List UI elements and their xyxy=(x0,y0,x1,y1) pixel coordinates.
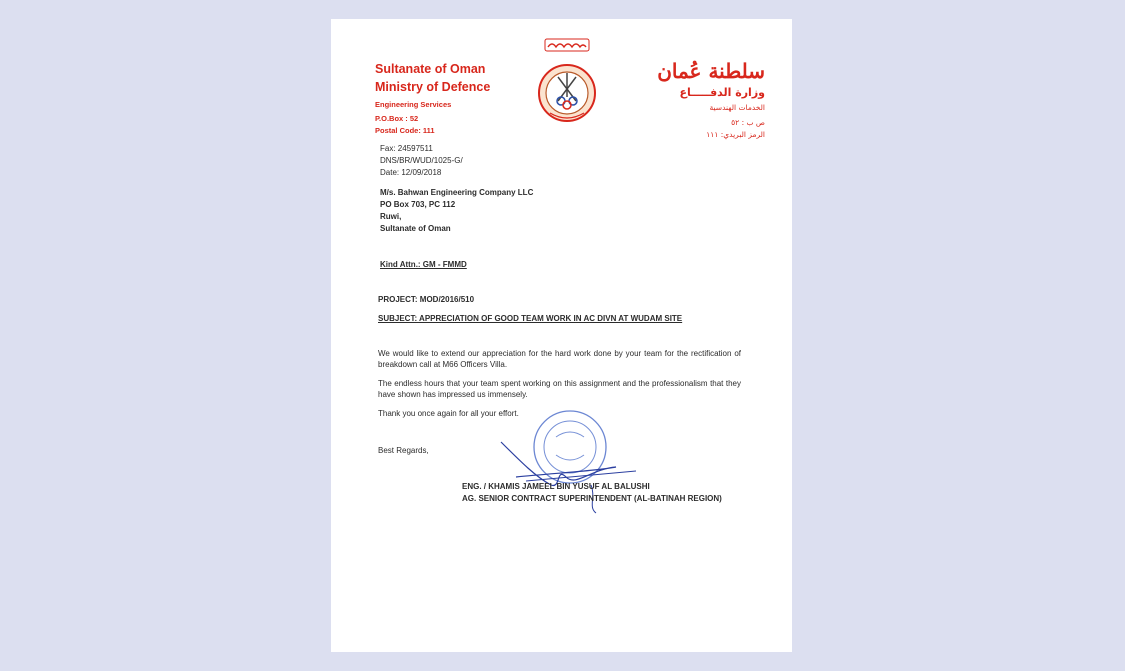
letter-page xyxy=(331,19,792,652)
body-paragraph-2: The endless hours that your team spent working on this assignment and the professionalism that they have shown has impressed us immensely. xyxy=(378,379,741,399)
ministry-emblem xyxy=(536,37,598,125)
attention-line: Kind Attn.: GM - FMMD xyxy=(380,260,467,269)
body-paragraph-1: We would like to extend our appreciation for the hard work done by your team for the rectification of breakdown call at M66 Officers Villa. xyxy=(378,349,741,369)
recipient-city: Ruwi, xyxy=(380,212,402,221)
closing-salutation: Best Regards, xyxy=(378,446,429,455)
letterhead-postal-code: Postal Code: 111 xyxy=(375,126,435,135)
letterhead-department-arabic: الخدمات الهندسية xyxy=(709,103,765,112)
letterhead-postal-arabic: الرمز البريدي: ١١١ xyxy=(706,130,765,139)
letterhead-ministry: Ministry of Defence xyxy=(375,80,491,94)
letterhead-country-arabic: سلطنة عُمان xyxy=(657,59,765,83)
letter-date: Date: 12/09/2018 xyxy=(380,168,442,177)
body-paragraph-3: Thank you once again for all your effort. xyxy=(378,409,519,418)
signatory-title: AG. SENIOR CONTRACT SUPERINTENDENT (AL-BATINAH REGION) xyxy=(462,494,722,503)
crest-emblem-icon xyxy=(536,37,598,125)
reference-number: DNS/BR/WUD/1025-G/ xyxy=(380,156,463,165)
recipient-country: Sultanate of Oman xyxy=(380,224,451,233)
subject-line: SUBJECT: APPRECIATION OF GOOD TEAM WORK IN AC DIVN AT WUDAM SITE xyxy=(378,314,683,323)
letterhead-ministry-arabic: وزارة الدفـــــاع xyxy=(679,86,765,99)
recipient-name: M/s. Bahwan Engineering Company LLC xyxy=(380,188,534,197)
letterhead-pobox: P.O.Box : 52 xyxy=(375,114,419,123)
project-line: PROJECT: MOD/2016/510 xyxy=(378,295,475,304)
recipient-pobox: PO Box 703, PC 112 xyxy=(380,200,456,209)
letterhead-department: Engineering Services xyxy=(375,100,452,109)
letterhead-country: Sultanate of Oman xyxy=(375,62,486,76)
fax-number: Fax: 24597511 xyxy=(380,144,433,153)
signatory-name: ENG. / KHAMIS JAMEEL BIN YUSUF AL BALUSHI xyxy=(462,482,650,491)
letterhead-pobox-arabic: ص ب : ٥٢ xyxy=(731,118,765,127)
